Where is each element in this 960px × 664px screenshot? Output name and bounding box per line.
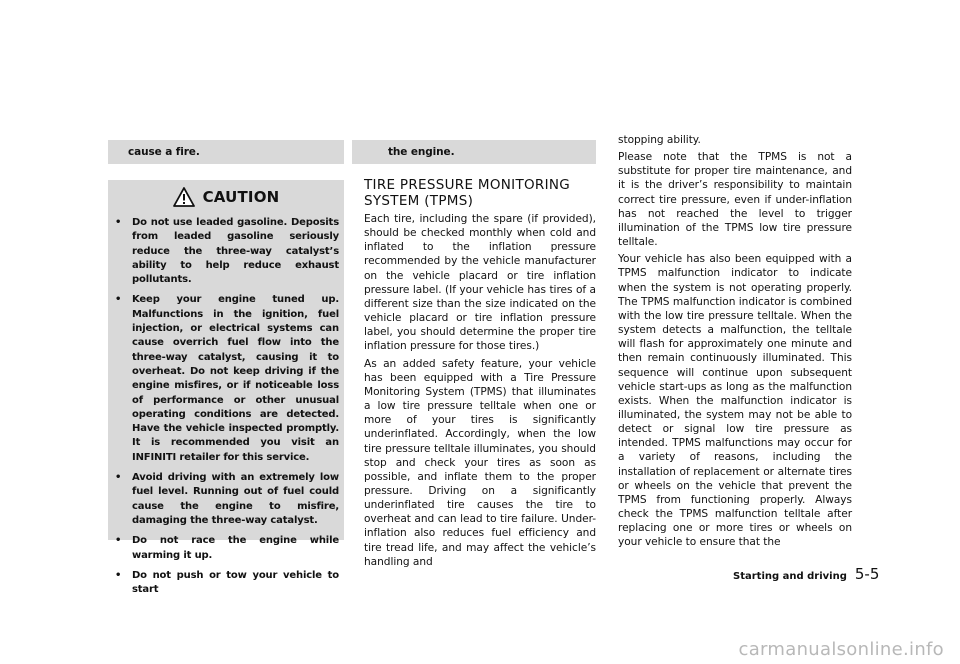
caution-item <box>113 471 339 528</box>
caution-item-text: Do not race the engine while warming it up. <box>132 535 339 561</box>
watermark: carmanualsonline.info <box>738 639 944 660</box>
bullet: • <box>115 535 122 547</box>
paragraph: Your vehicle has also been equipped with a TPMS malfunction indicator to indicate when the system is not operating properly. The TPMS malfunction indicator is combined with the low tire pressure telltale. When the system detects a malfunction, the telltale will flash for approximately one minute and then remain continuously illuminated. This sequence will continue upon subsequent vehicle start-ups as long as the malfunction exists. When the malfunction indicator is illuminated, the system may not be able to detect or signal low tire pressure as intended. TPMS malfunctions may occur for a variety of reasons, including the installation of replacement or alternate tires or wheels on the vehicle that prevent the TPMS from functioning properly. Always check the TPMS malfunction telltale after replacing one or more tires or wheels on your vehicle to ensure that the <box>618 253 852 549</box>
caution-title: CAUTION <box>202 188 280 206</box>
paragraph: Each tire, including the spare (if provided), should be checked monthly when cold and inflated to the inflation pressure recommended by the vehicle manufacturer on the vehicle placard or tire inflation pressure label. (If your vehicle has tires of a different size than the size indicated on the vehicle placard or tire inflation pressure label, you should determine the proper tire inflation pressure for those tires.) <box>364 213 596 353</box>
paragraph: Please note that the TPMS is not a substitute for proper tire maintenance, and it is the driver’s responsibility to maintain correct tire pressure, even if under-inflation has not reached the level to trigger illumination of the TPMS low tire pressure telltale. <box>618 151 852 249</box>
section-heading-tpms: TIRE PRESSURE MONITORING SYSTEM (TPMS) <box>364 177 571 209</box>
page-number: 5-5 <box>854 565 880 583</box>
caution-item <box>113 534 339 563</box>
caution-header <box>108 182 344 212</box>
bullet: • <box>115 294 122 306</box>
bullet: • <box>115 569 122 581</box>
caution-item-text: Keep your engine tuned up. Malfunctions in the ignition, fuel injection, or electrical systems can cause overrich fuel flow into the three-way catalyst, causing it to overheat. Do not keep driving if the engine misfires, or if noticeable loss of performance or other unusual operating conditions are detected. Have the vehicle inspected promptly. It is recommended you visit an INFINITI retailer for this service. <box>132 294 339 463</box>
continued-caution-text-middle: the engine. <box>388 146 455 158</box>
bullet: • <box>115 472 122 484</box>
caution-list <box>113 216 339 603</box>
middle-body-text <box>364 212 596 572</box>
caution-item-text: Do not use leaded gasoline. Deposits from leaded gasoline seriously reduce the three-way catalyst’s ability to help reduce exhaust pollutants. <box>132 217 339 286</box>
caution-item <box>113 216 339 287</box>
bullet: • <box>115 217 122 228</box>
continued-caution-text: cause a fire. <box>128 146 200 158</box>
caution-item <box>113 293 339 465</box>
right-body-text <box>618 133 852 553</box>
paragraph: stopping ability. <box>618 134 701 146</box>
footer-section-name: Starting and driving <box>733 571 847 582</box>
warning-triangle-icon <box>173 187 195 207</box>
caution-item <box>113 569 339 598</box>
caution-item-text: Do not push or tow your vehicle to start <box>132 569 339 596</box>
page-footer <box>733 565 879 583</box>
paragraph: As an added safety feature, your vehicle has been equipped with a Tire Pressure Monitoring System (TPMS) that illuminates a low tire pressure telltale when one or more of your tires is significantly underinflated. Accordingly, when the low tire pressure telltale illuminates, you should stop and check your tires as soon as possible, and inflate them to the proper pressure. Driving on a significantly underinflated tire causes the tire to overheat and can lead to tire failure. Under-inflation also reduces fuel efficiency and tire tread life, and may affect the vehicle’s handling and <box>364 357 596 568</box>
caution-item-text: Avoid driving with an extremely low fuel level. Running out of fuel could cause the engine to misfire, damaging the three-way catalyst. <box>132 472 339 526</box>
